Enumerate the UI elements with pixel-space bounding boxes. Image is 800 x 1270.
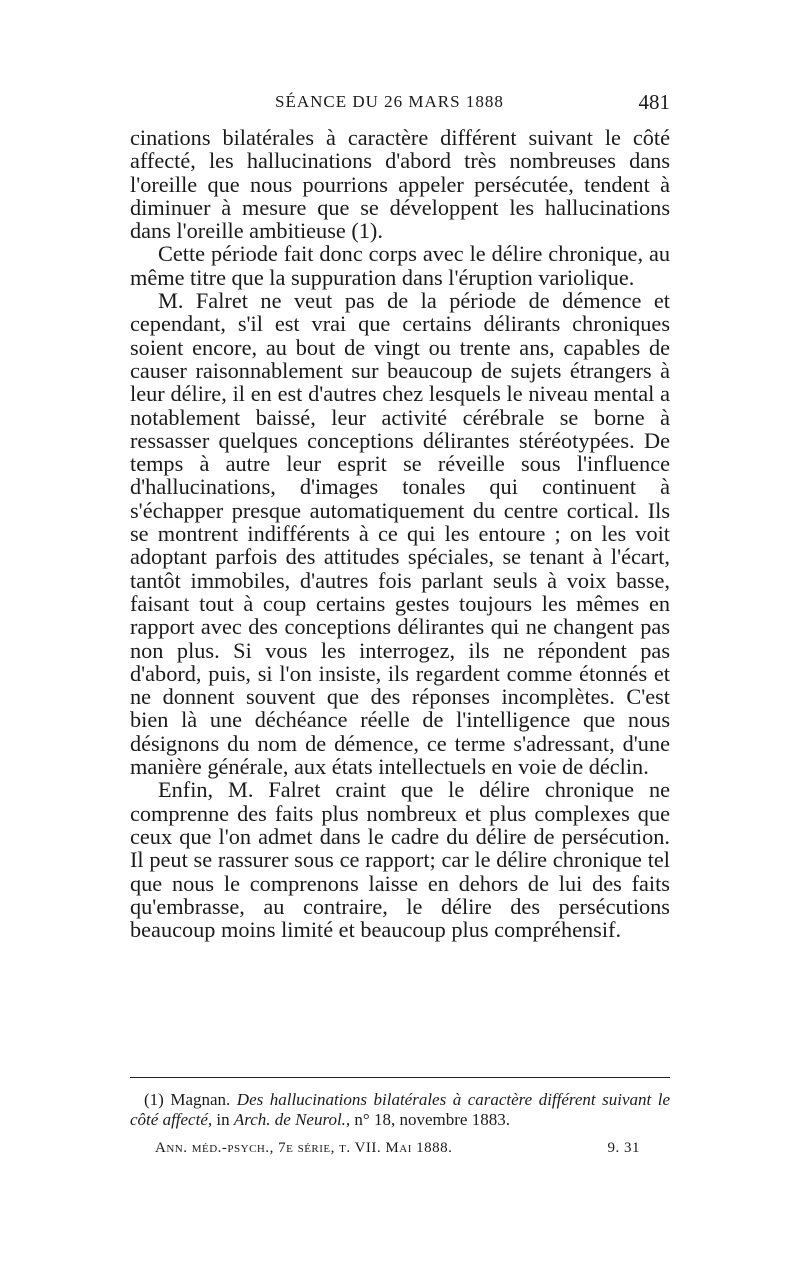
footnote: [130, 1090, 670, 1130]
signature-footer: [155, 1140, 670, 1164]
paragraph-3: M. Falret ne veut pas de la période de démence et cependant, s'il est vrai que certains délirants chroniques soient encore, au bout de vingt ou trente ans, capables de causer raisonnablement sur beaucoup de sujets étrangers à leur délire, il en est d'autres chez lesquels le niveau mental a notablement baissé, leur activité cérébrale se borne à ressasser quelques conceptions délirantes stéréotypées. De temps à autre leur esprit se réveille sous l'influence d'hallucinations, d'images tonales qui continuent à s'échapper presque automatiquement du centre cortical. Ils se montrent indifférents à ce qui les entoure ; on les voit adoptant parfois des attitudes spéciales, se tenant à l'écart, tantôt immobiles, d'autres fois parlant seuls à voix basse, faisant tout à coup certains gestes toujours les mêmes en rapport avec des conceptions délirantes qui ne changent pas non plus. Si vous les interrogez, ils ne répondent pas d'abord, puis, si l'on insiste, ils regardent comme étonnés et ne donnent souvent que des réponses incomplètes. C'est bien là une déchéance réelle de l'intelligence que nous désignons du nom de démence, ce terme s'adressant, d'une manière générale, aux états intellectuels en voie de déclin.: [130, 288, 670, 780]
body-text: [130, 126, 670, 941]
footer-signature-mark: 9. 31: [607, 1140, 640, 1156]
paragraph-1: cinations bilatérales à caractère différent suivant le côté affecté, les hallucinations d'abord très nombreuses dans l'oreille que nous pourrions appeler persécutée, tendent à diminuer à mesure que se développent les hallucinations dans l'oreille ambitieuse (1).: [130, 125, 670, 244]
header-title: SÉANCE DU 26 MARS 1888: [275, 92, 504, 111]
footnote-divider: [130, 1077, 670, 1078]
paragraph-2: Cette période fait donc corps avec le délire chronique, au même titre que la suppuration dans l'éruption variolique.: [130, 241, 670, 290]
footer-journal-info: Ann. méd.-psych., 7e série, t. VII. Mai 1888.: [155, 1140, 453, 1156]
footnote-title: Des hallucinations bilatérales à caractère différent suivant le côté affecté,: [130, 1090, 671, 1129]
paragraph-4: Enfin, M. Falret craint que le délire chronique ne comprenne des faits plus nombreux et plus complexes que ceux que l'on admet dans le cadre du délire de persécution. Il peut se rassurer sous ce rapport; car le délire chronique tel que nous le comprenons laisse en dehors de lui des faits qu'embrasse, au contraire, le délire des persécutions beaucoup moins limité et beaucoup plus compréhensif.: [130, 777, 670, 943]
footnote-number: n° 18, novembre 1883.: [354, 1110, 510, 1129]
footnote-author: Magnan.: [170, 1090, 231, 1109]
footnote-in: in: [216, 1110, 230, 1129]
footnote-marker: (1): [144, 1090, 164, 1109]
page-number: 481: [638, 90, 670, 114]
running-header: [130, 92, 670, 122]
footnote-journal: Arch. de Neurol.,: [233, 1110, 351, 1129]
